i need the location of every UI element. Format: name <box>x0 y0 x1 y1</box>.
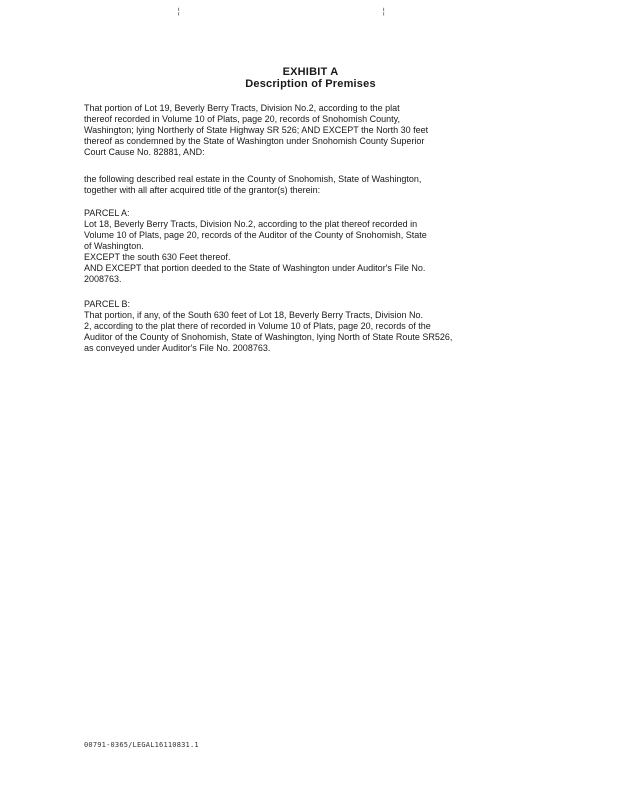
text-line: Lot 18, Beverly Berry Tracts, Division No.2, according to the plat thereof recorded in <box>84 219 418 229</box>
grantor-paragraph <box>84 174 484 196</box>
document-footer-id: 00791-0365/LEGAL16110831.1 <box>84 741 199 749</box>
text-line: Washington; lying Northerly of State Highway SR 526; AND EXCEPT the North 30 feet <box>84 125 429 135</box>
text-line: thereof as condemned by the State of Washington under Snohomish County Superior <box>84 136 425 146</box>
text-line: thereof recorded in Volume 10 of Plats, page 20, records of Snohomish County, <box>84 114 401 124</box>
text-line: That portion, if any, of the South 630 feet of Lot 18, Beverly Berry Tracts, Division No. <box>84 310 424 320</box>
text-line: Court Cause No. 82881, AND: <box>84 147 205 157</box>
exhibit-subtitle: Description of Premises <box>245 78 376 90</box>
text-line: together with all after acquired title of the grantor(s) therein: <box>84 185 321 195</box>
text-line: the following described real estate in the County of Snohomish, State of Washington, <box>84 174 422 184</box>
scan-speck-right: ¦ <box>381 7 387 17</box>
parcel-a-section <box>84 208 484 285</box>
text-line: 2, according to the plat there of recorded in Volume 10 of Plats, page 20, records of the <box>84 321 431 331</box>
text-line: 2008763. <box>84 274 122 284</box>
intro-paragraph <box>84 103 484 158</box>
text-line: of Washington. <box>84 241 144 251</box>
scan-speck-left: ¦ <box>176 7 182 17</box>
text-line: Auditor of the County of Snohomish, State of Washington, lying North of State Route SR526, <box>84 332 453 342</box>
text-line: Volume 10 of Plats, page 20, records of the Auditor of the County of Snohomish, State <box>84 230 427 240</box>
text-line: as conveyed under Auditor's File No. 2008763. <box>84 343 271 353</box>
parcel-b-heading: PARCEL B: <box>84 299 131 309</box>
parcel-b-section <box>84 299 484 354</box>
text-line: That portion of Lot 19, Beverly Berry Tracts, Division No.2, according to the plat <box>84 103 400 113</box>
text-line: EXCEPT the south 630 Feet thereof. <box>84 252 231 262</box>
exhibit-title: EXHIBIT A <box>282 66 339 78</box>
parcel-a-heading: PARCEL A: <box>84 208 130 218</box>
exhibit-heading <box>0 66 621 90</box>
text-line: AND EXCEPT that portion deeded to the State of Washington under Auditor's File No. <box>84 263 426 273</box>
